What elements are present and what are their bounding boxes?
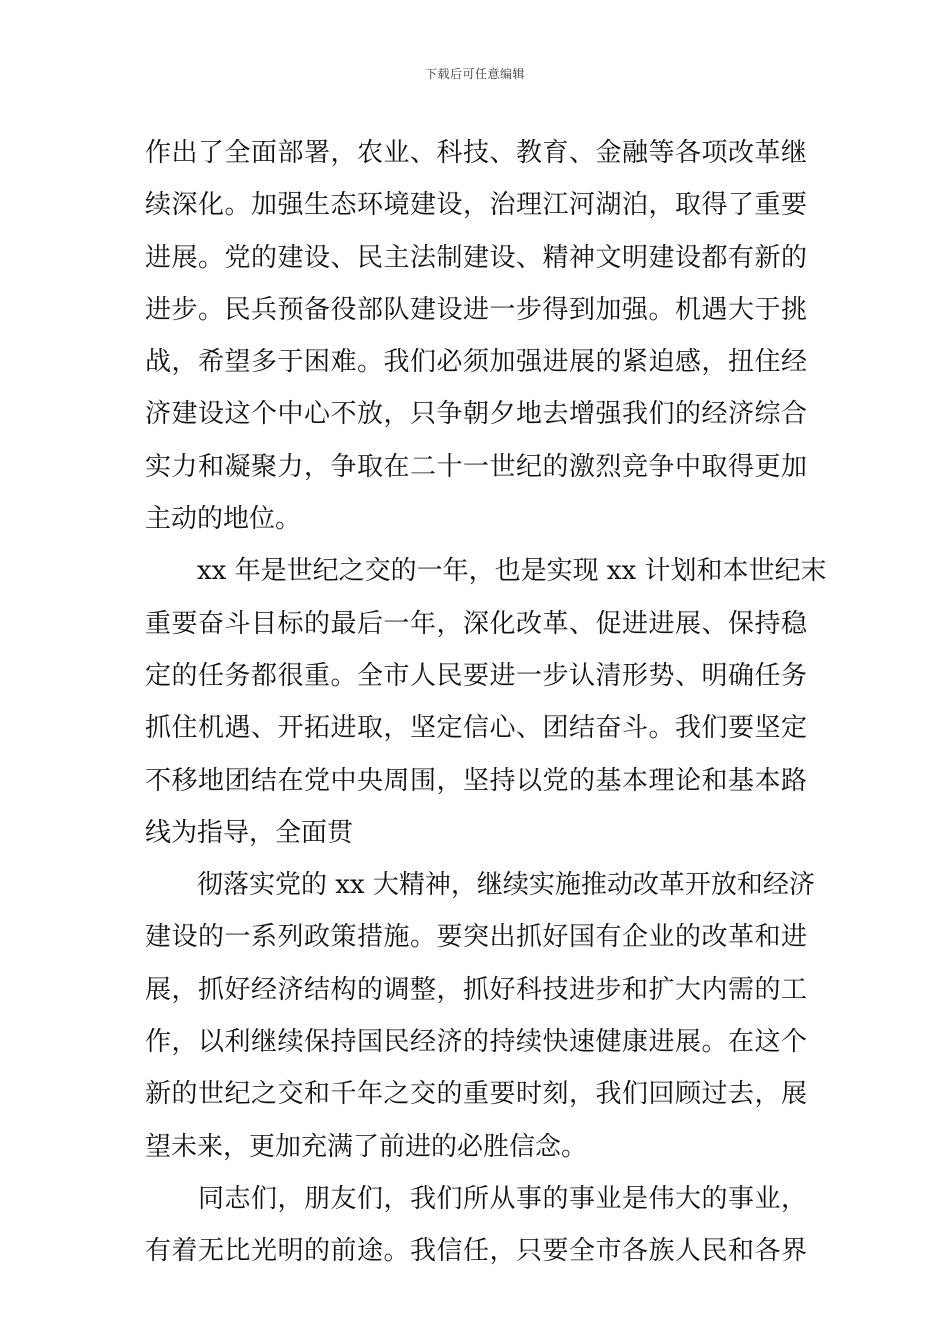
text-line: 彻落实党的 xx 大精神，继续实施推动改革开放和经济 [145,870,815,901]
text-line: 进步。民兵预备役部队建设进一步得到加强。机遇大于挑 [145,294,807,325]
text-line: 建设的一系列政策措施。要突出抓好国有企业的改革和进 [145,922,807,953]
text-line: 作，以利继续保持国民经济的持续快速健康进展。在这个 [145,1027,807,1058]
text-line: 同志们，朋友们，我们所从事的事业是伟大的事业， [145,1183,807,1214]
text-line: 线为指导，全面贯 [145,817,354,848]
text-line: 定的任务都很重。全市人民要进一步认清形势、明确任务 [145,660,807,691]
text-line: 济建设这个中心不放，只争朝夕地去增强我们的经济综合 [145,399,807,430]
text-line: 新的世纪之交和千年之交的重要时刻，我们回顾过去，展 [145,1079,807,1110]
text-line: 战，希望多于困难。我们必须加强进展的紧迫感，扭住经 [145,347,807,378]
text-line: 主动的地位。 [145,504,302,535]
text-line: 望未来，更加充满了前进的必胜信念。 [145,1131,588,1162]
text-line: 作出了全面部署，农业、科技、教育、金融等各项改革继 [145,138,807,168]
text-line: 续深化。加强生态环境建设，治理江河湖泊，取得了重要 [145,190,807,221]
text-line: 抓住机遇、开拓进取，坚定信心、团结奋斗。我们要坚定 [145,713,807,744]
page-header: 下载后可任意编辑 [424,67,525,81]
text-line: 展，抓好经济结构的调整，抓好科技进步和扩大内需的工 [145,974,807,1005]
body-text [145,127,827,1278]
text-line: 实力和凝聚力，争取在二十一世纪的激烈竞争中取得更加 [145,451,807,482]
text-line: 重要奋斗目标的最后一年，深化改革、促进进展、保持稳 [145,608,807,639]
text-line: 有着无比光明的前途。我信任，只要全市各族人民和各界 [145,1236,807,1267]
text-line: 不移地团结在党中央周围，坚持以党的基本理论和基本路 [145,765,807,796]
text-line: xx 年是世纪之交的一年，也是实现 xx 计划和本世纪末 [145,556,827,587]
text-line: 进展。党的建设、民主法制建设、精神文明建设都有新的 [145,242,807,273]
